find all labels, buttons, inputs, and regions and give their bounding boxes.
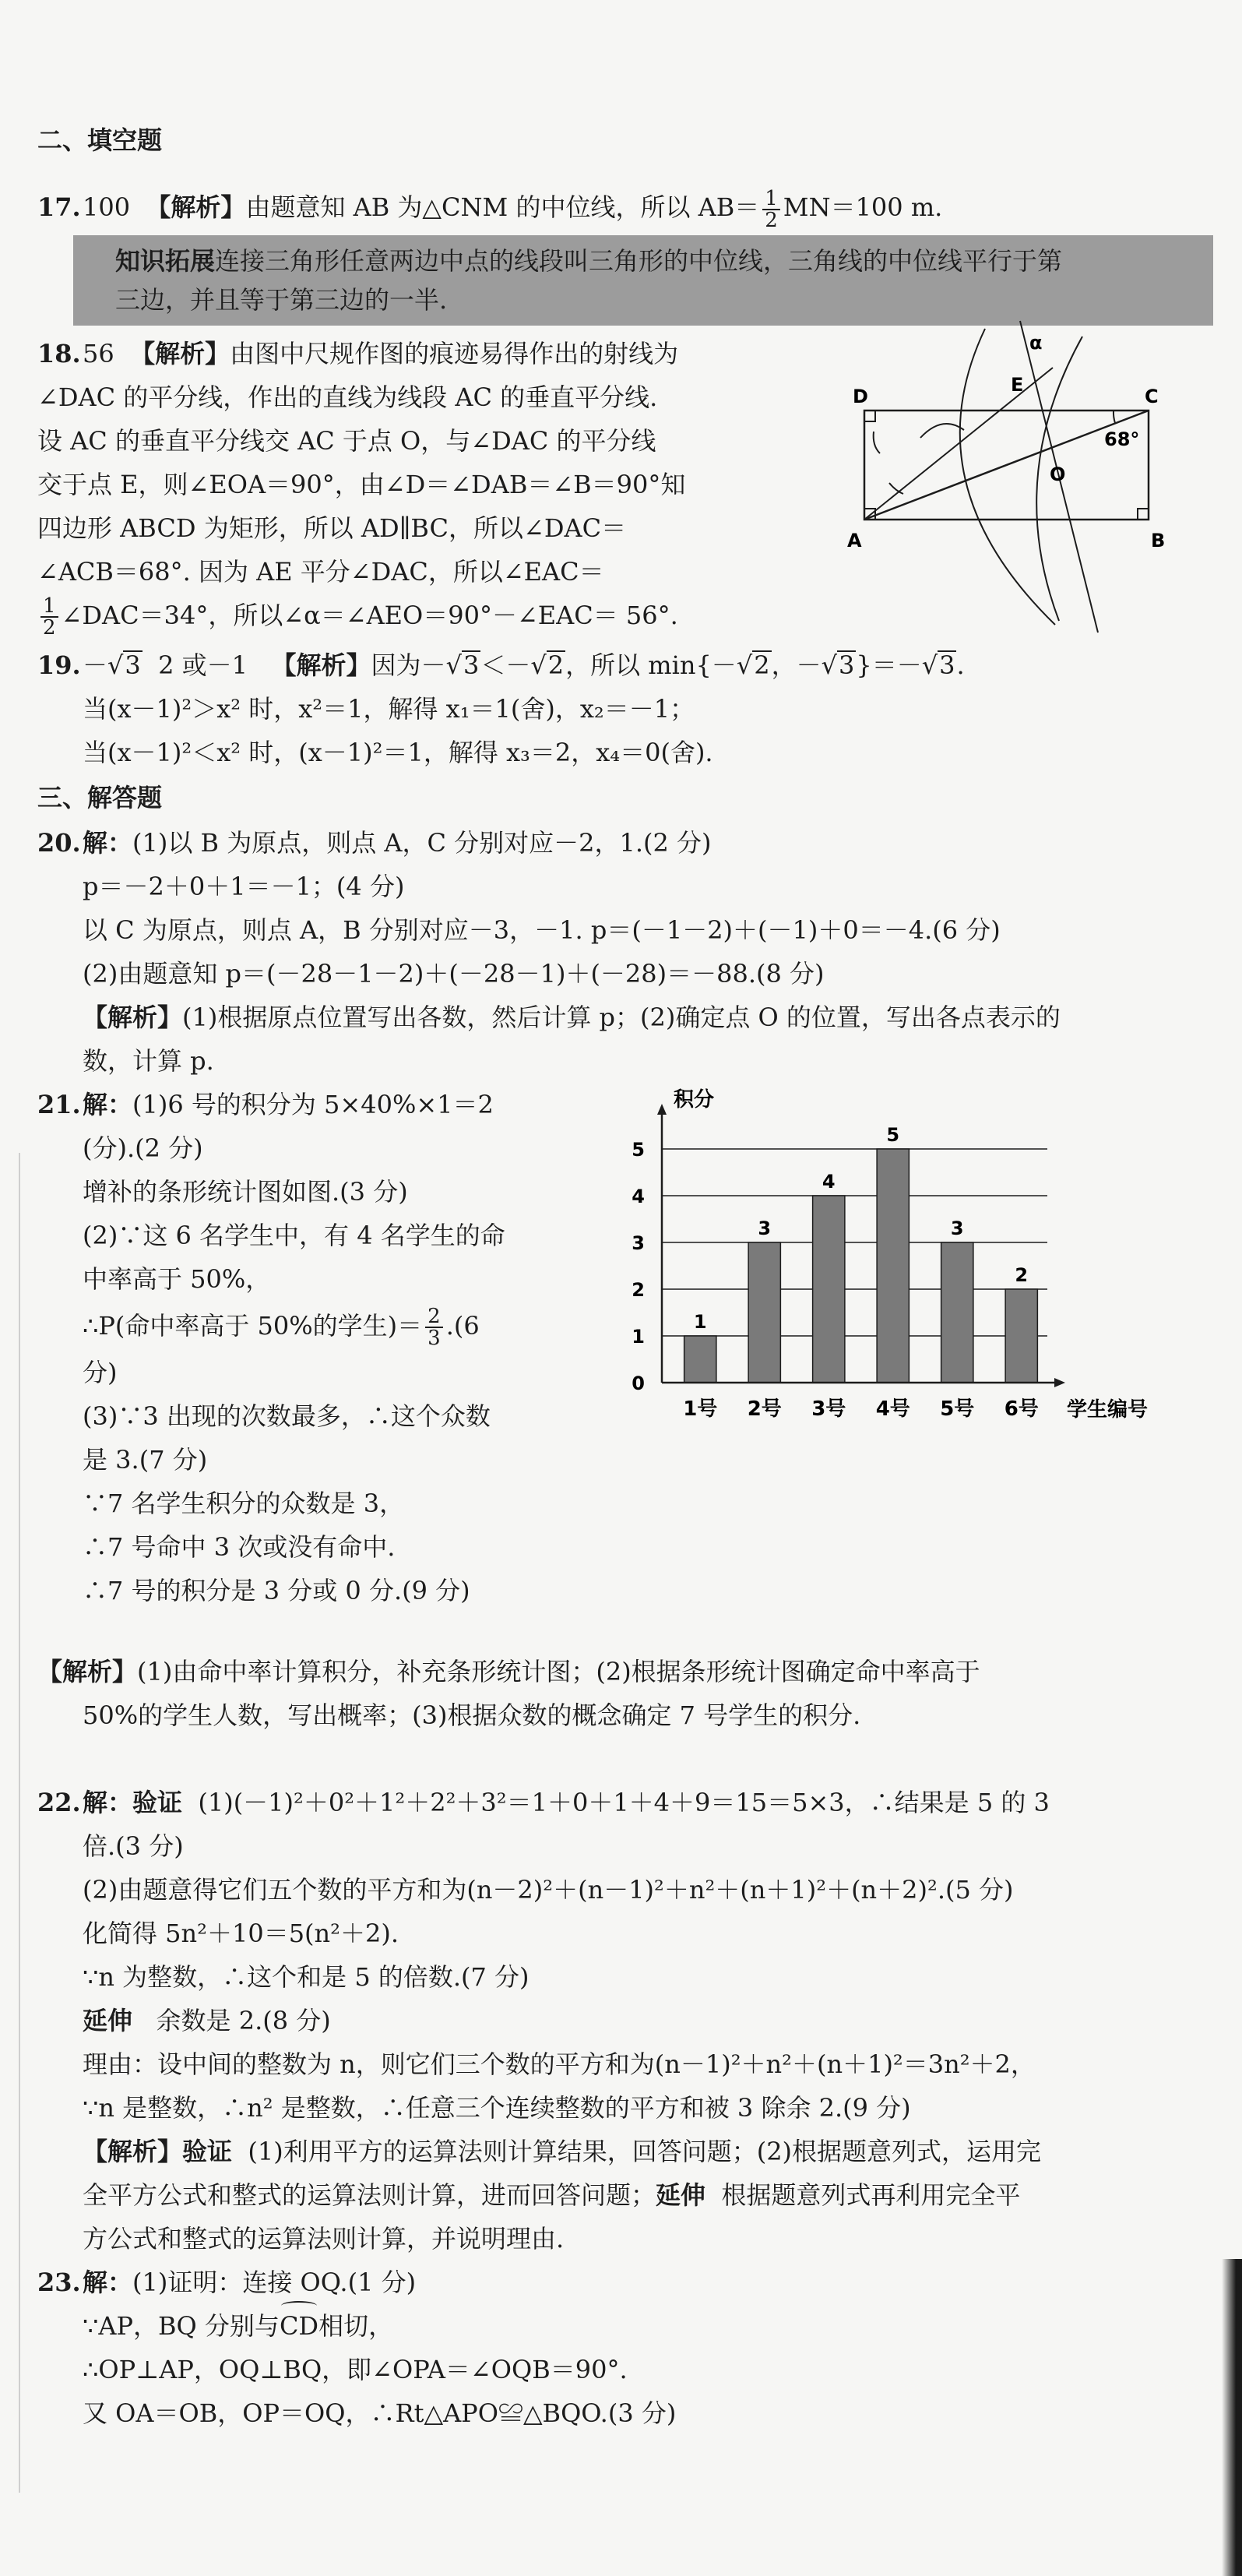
y-tick-label-5: 5: [632, 1138, 645, 1161]
q22-line10: [37, 2173, 1213, 2217]
q23-lead: 解：: [83, 2267, 133, 2297]
q19-analysis-tag: 【解析】: [271, 650, 371, 680]
q21-number: 21.: [37, 1089, 81, 1119]
q23-text2b: 相切，: [318, 2310, 394, 2341]
q18-line1: [37, 332, 785, 375]
q21-line7: 分): [83, 1357, 118, 1387]
bar-2: [748, 1242, 780, 1383]
q18-line5: 四边形 ABCD 为矩形，所以 AD∥BC，所以∠DAC＝: [37, 513, 627, 543]
y-axis-arrow: [657, 1104, 667, 1115]
x-tick-label-1: 1号: [683, 1397, 718, 1421]
bar-value-label-3: 4: [822, 1170, 836, 1193]
section-title-solutions: 三、解答题: [37, 782, 163, 812]
q19-rad3: 2: [754, 650, 770, 680]
q21-line1: [37, 1083, 582, 1126]
q21-line2: (分).(2 分): [83, 1133, 203, 1163]
right-angle-d: [864, 411, 875, 421]
diagonal-ac: [864, 411, 1149, 520]
y-axis-label: 积分: [674, 1087, 715, 1112]
q21-line14: 50%的学生人数，写出概率；(3)根据众数的概念确定 7 号学生的积分.: [83, 1700, 861, 1730]
q21-text1: (1)6 号的积分为 5×40%×1＝2: [132, 1089, 494, 1119]
q17-fraction: [762, 186, 780, 232]
q19-ans-sign: －: [83, 650, 108, 680]
q19-number: 19.: [37, 650, 81, 680]
q20-analysis-tag: 【解析】: [83, 1002, 183, 1032]
q18-line3: 设 AC 的垂直平分线交 AC 于点 O，与∠DAC 的平分线: [37, 425, 656, 456]
q21-line12: ∴7 号的积分是 3 分或 0 分.(9 分): [83, 1575, 470, 1605]
q23-arc-cd: CD: [280, 2304, 318, 2348]
q19-line3: 当(x－1)²＜x² 时，(x－1)²＝1，解得 x₃＝2，x₄＝0(舍).: [83, 737, 713, 767]
q17-line: [37, 185, 1213, 231]
q18-line2: ∠DAC 的平分线，作出的直线为线段 AC 的垂直平分线.: [37, 382, 658, 412]
label-d: D: [853, 385, 868, 407]
y-tick-label-1: 1: [632, 1325, 645, 1348]
construction-arc-3: [874, 432, 880, 453]
q19-rad1: 3: [463, 650, 480, 680]
q20-text5: (1)根据原点位置写出各数，然后计算 p；(2)确定点 O 的位置，写出各点表示的: [182, 1002, 1061, 1032]
label-b: B: [1151, 529, 1166, 551]
q21-block: [37, 1083, 1213, 1781]
q21-line6: [37, 1301, 582, 1351]
q22-analysis-tag: 【解析】: [83, 2136, 183, 2166]
q22-text9: (1)利用平方的运算法则计算结果，回答问题；(2)根据题意列式，运用完: [232, 2136, 1042, 2166]
label-angle-68: 68°: [1104, 428, 1140, 450]
ext17-line1: [115, 241, 1213, 280]
q20-line1: [37, 821, 1213, 865]
bar-6: [1005, 1289, 1037, 1383]
q22-line3: (2)由题意得它们五个数的平方和为(n－2)²＋(n－1)²＋n²＋(n＋1)²＋(n＋2)².(5 分): [83, 1874, 1014, 1905]
q18-number: 18.: [37, 338, 81, 368]
bar-value-label-4: 5: [886, 1123, 900, 1146]
y-tick-label-3: 3: [632, 1232, 645, 1254]
q23-segment-oq: OQ: [300, 2267, 340, 2297]
q19-l1e: }＝－: [856, 650, 922, 680]
q18-analysis-tag: 【解析】: [130, 338, 230, 368]
q19-line2: 当(x－1)²＞x² 时，x²＝1，解得 x₁＝1(舍)，x₂＝－1；: [83, 693, 695, 724]
q18-text: [37, 332, 785, 639]
chart-grid: [662, 1149, 1047, 1336]
q21-bar-chart: [600, 1083, 1207, 1425]
q21-fraction: [425, 1306, 443, 1348]
q17-number: 17.: [37, 192, 81, 222]
q17-frac-numerator: 1: [762, 189, 780, 210]
q18-frac-numerator: 1: [40, 596, 58, 618]
q19-l1d: ，－: [771, 650, 822, 680]
q20-line6: 数，计算 p.: [83, 1045, 214, 1076]
q21-analysis-tag: 【解析】: [37, 1656, 138, 1686]
q22-number: 22.: [37, 1787, 81, 1817]
q19-l1f: .: [956, 650, 965, 680]
y-tick-label-4: 4: [632, 1185, 645, 1207]
q22-line4: 化简得 5n²＋10＝5(n²＋2).: [83, 1918, 399, 1948]
bar-value-label-6: 2: [1015, 1263, 1029, 1286]
q22-text1: (1)(－1)²＋0²＋1²＋2²＋3²＝1＋0＋1＋4＋9＝15＝5×3，∴结果是 5 的 3: [182, 1787, 1050, 1817]
q21-line10: ∵7 名学生积分的众数是 3，: [83, 1488, 405, 1518]
q18-line6: ∠ACB＝68°. 因为 AE 平分∠DAC，所以∠EAC＝: [37, 556, 604, 587]
q22-text6: 余数是 2.(8 分): [132, 2005, 331, 2035]
q21-text6a: ∴P(命中率高于 50%的学生)＝: [83, 1310, 423, 1341]
bar-value-label-2: 3: [758, 1217, 772, 1239]
x-axis-label: 学生编号: [1067, 1397, 1149, 1422]
ext17-tag: 知识拓展: [115, 245, 216, 276]
bar-5: [941, 1242, 973, 1383]
q18-block: [37, 332, 1213, 643]
q20-line3: 以 C 为原点，则点 A，B 分别对应－3，－1. p＝(－1－2)＋(－1)＋0＝－4.(6 分): [83, 914, 1001, 945]
x-tick-label-2: 2号: [747, 1397, 782, 1421]
y-tick-label-2: 2: [632, 1278, 645, 1301]
x-tick-label-5: 5号: [940, 1397, 975, 1421]
q22-line7: 理由：设中间的整数为 n，则它们三个数的平方和为(n－1)²＋n²＋(n＋1)²＝3n²＋2，: [83, 2049, 1036, 2079]
ext17-line2: 三边，并且等于第三边的一半.: [115, 284, 448, 315]
q23-line2: [37, 2304, 1213, 2348]
q19-rad2: 2: [547, 650, 565, 680]
x-tick-label-4: 4号: [875, 1397, 910, 1421]
q17-text-a: 由题意知 AB 为△CNM 的中位线，所以 AB＝: [245, 192, 760, 222]
q22-line9: [37, 2130, 1213, 2173]
q22-line2: 倍.(3 分): [83, 1831, 184, 1861]
q19-l1a: 因为－: [371, 650, 446, 680]
x-tick-label-6: 6号: [1004, 1397, 1039, 1421]
label-o: O: [1050, 463, 1066, 485]
knowledge-extension-box: [73, 235, 1213, 326]
q18-text7: ∠DAC＝34°，所以∠α＝∠AEO＝90°－∠EAC＝ 56°.: [61, 600, 678, 630]
q23-line3: ∴OP⊥AP，OQ⊥BQ，即∠OPA＝∠OQB＝90°.: [83, 2354, 628, 2384]
q21-line5: 中率高于 50%，: [83, 1263, 271, 1294]
q22-extension-tag-2: 延伸: [656, 2180, 706, 2210]
q18-frac-denominator: 2: [43, 616, 56, 640]
q21-text13: (1)由命中率计算积分，补充条形统计图；(2)根据条形统计图确定命中率高于: [137, 1656, 980, 1686]
q17-answer: 100: [83, 192, 131, 222]
construction-arc-4: [889, 483, 903, 494]
q21-text6b: .(6: [445, 1310, 480, 1341]
y-tick-label-0: 0: [632, 1372, 645, 1394]
q21-line11: ∴7 号命中 3 次或没有命中.: [83, 1531, 396, 1562]
q22-lead: 解：验证: [83, 1787, 183, 1817]
q21-line4: (2)∵这 6 名学生中，有 4 名学生的命: [83, 1220, 505, 1250]
q22-line1: [37, 1781, 1213, 1824]
q22-line5: ∵n 为整数，∴这个和是 5 的倍数.(7 分): [83, 1961, 530, 1992]
q21-line3: 增补的条形统计图如图.(3 分): [83, 1176, 408, 1207]
x-tick-label-3: 3号: [811, 1397, 846, 1421]
chart-bars: [684, 1149, 1038, 1383]
q21-line9: 是 3.(7 分): [83, 1444, 208, 1475]
q20-number: 20.: [37, 827, 81, 858]
section-title-fill-blank: 二、填空题: [37, 125, 163, 155]
bar-value-label-1: 1: [693, 1310, 707, 1333]
q23-text1b: .(1 分): [340, 2267, 417, 2297]
bar-value-label-5: 3: [950, 1217, 964, 1239]
q21-frac-numerator: 2: [425, 1306, 443, 1328]
q22-verify-tag: 验证: [182, 2136, 233, 2166]
q22-line11: 方公式和整式的运算法则计算，并说明理由.: [83, 2223, 565, 2254]
bar-3: [813, 1196, 845, 1383]
q21-line13: [37, 1650, 980, 1693]
q17-analysis-tag: 【解析】: [146, 192, 246, 222]
q22-line6: [37, 1999, 1213, 2042]
answer-content: [37, 117, 1213, 2435]
q20-line5: [37, 996, 1213, 1039]
q23-line4: 又 OA＝OB，OP＝OQ，∴Rt△APO≌△BQO.(3 分): [83, 2398, 677, 2428]
angle-mark-c: [1114, 411, 1115, 423]
q19-ans-radicand: 3: [125, 650, 141, 680]
label-alpha: α: [1029, 331, 1043, 354]
q19-rad5: 3: [939, 650, 955, 680]
q21-line8: (3)∵3 出现的次数最多，∴这个众数: [83, 1401, 491, 1431]
q18-answer: 56: [83, 338, 114, 368]
q19-l1c: ，所以 min{－: [565, 650, 737, 680]
q22-text10a: 全平方公式和整式的运算法则计算，进而回答问题；: [83, 2180, 656, 2210]
q23-number: 23.: [37, 2267, 81, 2297]
q20-line2: p＝－2＋0＋1＝－1；(4 分): [83, 871, 405, 901]
q21-lead: 解：: [83, 1089, 133, 1119]
q20-lead: 解：: [83, 827, 133, 858]
label-e: E: [1011, 373, 1024, 396]
angle-bisector-ray: [864, 368, 1053, 520]
q18-text1: 由图中尺规作图的痕迹易得作出的射线为: [230, 338, 679, 368]
label-c: C: [1145, 385, 1159, 407]
q20-line4: (2)由题意知 p＝(－28－1－2)＋(－28－1)＋(－28)＝－88.(8 分): [83, 958, 825, 988]
q19-rad4: 3: [838, 650, 855, 680]
binding-line: [19, 1153, 20, 2493]
q23-text1a: (1)证明：连接: [132, 2267, 301, 2297]
construction-arc-5: [920, 424, 964, 438]
q20-text1: (1)以 B 为原点，则点 A，C 分别对应－2，1.(2 分): [132, 827, 712, 858]
q21-text: [37, 1083, 582, 1612]
ext17-text1: 连接三角形任意两边中点的线段叫三角形的中位线，三角线的中位线平行于第: [215, 245, 1063, 276]
q22-line8: ∵n 是整数，∴n² 是整数，∴任意三个连续整数的平方和被 3 除余 2.(9 分): [83, 2092, 911, 2123]
q17-frac-denominator: 2: [765, 208, 778, 232]
x-axis-arrow: [1054, 1378, 1065, 1387]
q23-text2a: ∵AP，BQ 分别与: [83, 2310, 280, 2341]
q19-line1: 19.－√3 2 或－1 【解析】因为－√3＜－√2，所以 min{－√2，－√3}＝－√3.: [37, 643, 1213, 687]
right-angle-b: [1138, 509, 1149, 520]
q19-ans-rest: 2 或－1: [142, 650, 264, 680]
bar-4: [877, 1149, 909, 1383]
q18-line4: 交于点 E，则∠EOA＝90°，由∠D＝∠DAB＝∠B＝90°知: [37, 469, 686, 499]
scan-edge-shadow: [1222, 2259, 1242, 2576]
q18-geometry-figure: [825, 313, 1191, 640]
label-a: A: [847, 529, 862, 551]
q18-fraction: [40, 596, 58, 638]
q21-frac-denominator: 3: [427, 1327, 441, 1350]
q19-l1b: ＜－: [480, 650, 531, 680]
q22-extension-tag: 延伸: [83, 2005, 133, 2035]
bar-1: [684, 1336, 716, 1383]
q22-text10b: 根据题意列式再利用完全平: [705, 2180, 1021, 2210]
q18-line7: [37, 594, 785, 639]
q17-text-b: MN＝100 m.: [783, 192, 943, 222]
q23-line1: [37, 2261, 1213, 2304]
